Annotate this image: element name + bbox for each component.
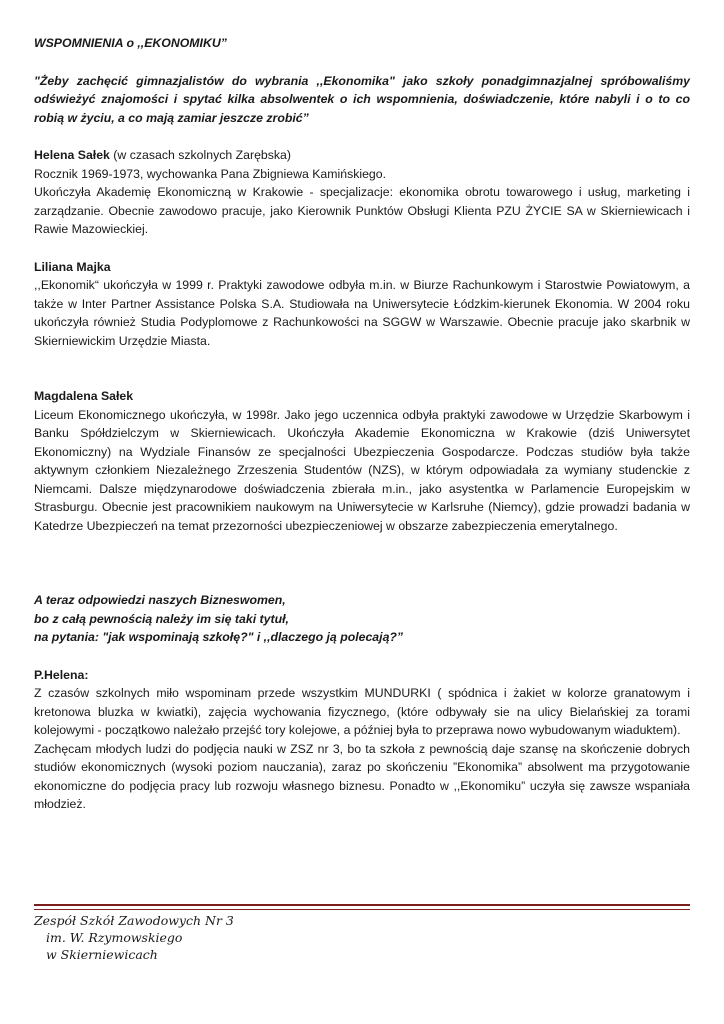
profile-liliana [34, 258, 690, 351]
page-title: WSPOMNIENIA o ,,EKONOMIKU” [34, 36, 227, 50]
profile-name: Magdalena Sałek [34, 389, 134, 403]
profile-magdalena [34, 387, 690, 535]
footer-school-name [34, 912, 234, 963]
answer-paragraph: Z czasów szkolnych miło wspominam przede wszystkim MUNDURKI ( spódnica i żakiet w kolorze granatowym i kretonowa bluzka w kwiatki), zajęcia wychowania fizycznego, (które odbywały sie na ulicy Bielańskiej za torami kolejowymi - początkowo należało przejść tory kolejowe, a później była to przeprawa nowo wybudowanym wiaduktem). [34, 686, 690, 737]
document-body [34, 34, 690, 814]
profile-name: Liliana Majka [34, 259, 111, 274]
footer-line: im. W. Rzymowskiego [46, 930, 183, 945]
answer-author: P.Helena: [34, 667, 89, 682]
answers-intro-line: A teraz odpowiedzi naszych Bizneswomen, [34, 593, 286, 607]
intro-paragraph: "Żeby zachęcić gimnazjalistów do wybrania ,,Ekonomika" jako szkoły ponadgimnazjalnej spróbowaliśmy odświeżyć znajomości i spytać kilka absolwentek o ich wspomnienia, doświadczenie, które nabyli i o to co robią w życiu, a co mają zamiar jeszcze zrobić” [34, 73, 690, 125]
footer-line: w Skierniewicach [46, 947, 158, 962]
profile-text: Liceum Ekonomicznego ukończyła, w 1998r. Jako jego uczennica odbyła praktyki zawodowe w Urzędzie Skarbowym i Banku Spółdzielczym w Skierniewicach. Ukończyła Akademie Ekonomiczna w Krakowie (dziś Uniwersytet Ekonomiczny) na Wydziale Finansów ze specjalności Ubezpieczenia Gospodarcze. Podczas studiów była także aktywnym członkiem Niezależnego Zrzeszenia Studentów (NZS), w którym odpowiadała za wymiany studenckie z Niemcami. Dalsze międzynarodowe doświadczenia zbierała m.in., jako asystentka w Parlamencie Europejskim w Strasburgu. Obecnie jest pracownikiem naukowym na Uniwersytecie w Karlsruhe (Niemcy), gdzie prowadzi badania w Katedrze Ubezpieczeń na temat przezorności ubezpieczeniowej w obszarze zabezpieczenia emerytalnego. [34, 407, 690, 533]
profile-text: Ukończyła Akademię Ekonomiczną w Krakowie - specjalizacje: ekonomika obrotu towarowego i usług, marketing i zarządzanie. Obecnie zawodowo pracuje, jako Kierownik Punktów Obsługi Klienta PZU ŻYCIE SA w Skierniewicach i Rawie Mazowieckiej. [34, 185, 690, 236]
footer-divider-thin [34, 909, 690, 910]
profile-detail: Rocznik 1969-1973, wychowanka Pana Zbigniewa Kamińskiego. [34, 166, 387, 181]
answers-intro-line: na pytania: "jak wspominają szkołę?" i ,,dlaczego ją polecają?” [34, 630, 404, 644]
profile-name-note: (w czasach szkolnych Zarębska) [109, 148, 291, 162]
profile-helena-header [34, 146, 690, 165]
profile-text: ,,Ekonomik“ ukończyła w 1999 r. Praktyki zawodowe odbyła m.in. w Biurze Rachunkowym i Starostwie Powiatowym, a także w Inter Partner Assistance Polska S.A. Studiowała na Uniwersytecie Łódzkim-kierunek Ekonomia. W 2004 roku ukończyła również Studia Podyplomowe z Rachunkowości na SGGW w Warszawie. Obecnie pracuje jako skarbnik w Skierniewickim Urzędzie Miasta. [34, 278, 690, 348]
answer-paragraph: Zachęcam młodych ludzi do podjęcia nauki w ZSZ nr 3, bo ta szkoła z pewnością daje szansę na skończenie dobrych studiów ekonomicznych (wysoki poziom nauczania), zaraz po skończeniu ”Ekonomika” absolwent ma przygotowanie ekonomiczne do podjęcia pracy lub rozwoju własnego biznesu. Ponadto w ,,Ekonomiku” uczyła się zawsze wspaniała młodzież. [34, 741, 690, 811]
profile-helena [34, 146, 690, 239]
footer-line: Zespół Szkół Zawodowych Nr 3 [34, 913, 234, 928]
answers-intro-line: bo z całą pewnością należy im się taki tytuł, [34, 611, 289, 626]
profile-name: Helena Sałek [34, 148, 110, 162]
footer-divider [34, 904, 690, 906]
answers-intro [34, 591, 690, 647]
answer-helena [34, 666, 690, 814]
